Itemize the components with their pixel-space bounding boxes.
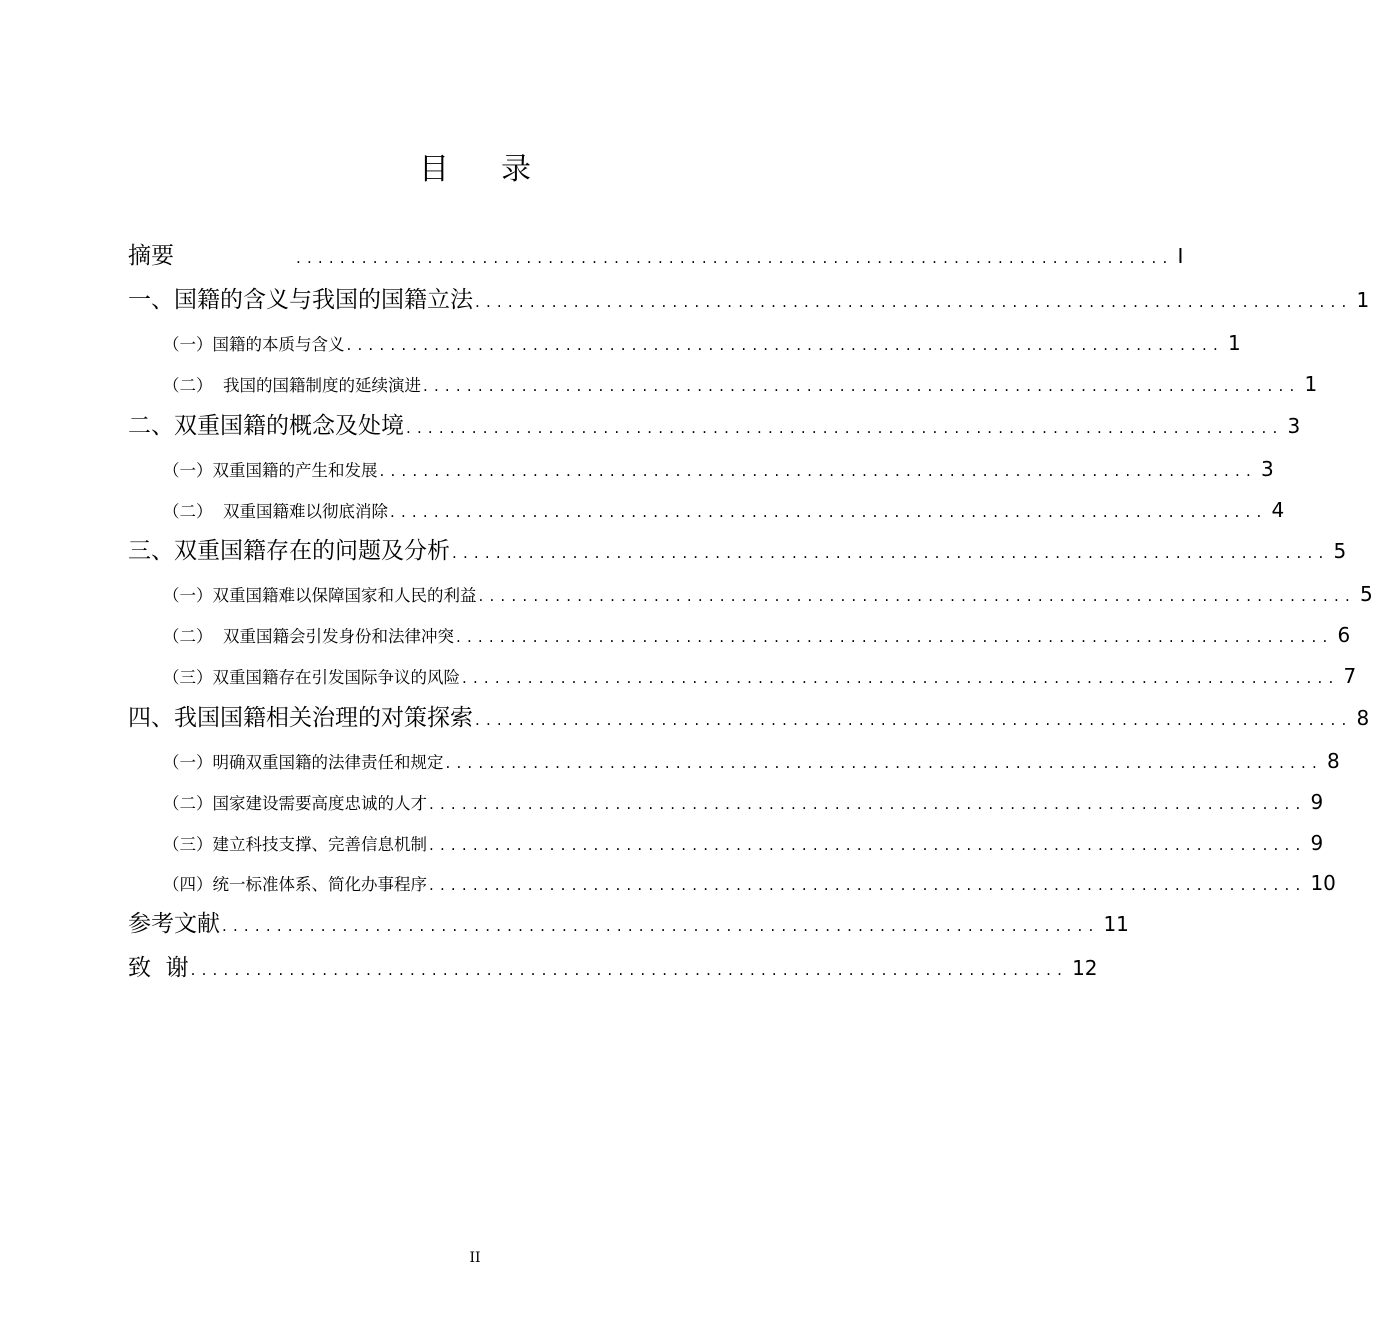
toc-leader-dots: ................................................................................ bbox=[346, 336, 1224, 354]
toc-entry-label: 参考文献 bbox=[128, 911, 220, 937]
toc-entry-label: （二） 双重国籍会引发身份和法律冲突 bbox=[163, 627, 454, 646]
toc-entry-label: （一）国籍的本质与含义 bbox=[163, 335, 345, 354]
toc-entry-page: 1 bbox=[1304, 372, 1318, 396]
toc-leader-dots: ................................................................................ bbox=[462, 669, 1340, 687]
toc-leader-dots: ................................................................................ bbox=[452, 544, 1330, 562]
toc-leader-dots: ................................................................................ bbox=[296, 249, 1174, 267]
toc-entry[interactable] bbox=[128, 952, 1098, 986]
toc-entry-page: 6 bbox=[1337, 623, 1351, 647]
toc-entry-page: 1 bbox=[1227, 331, 1241, 355]
footer-page-number: II bbox=[469, 1250, 481, 1266]
toc-entry[interactable] bbox=[128, 702, 1370, 736]
toc-entry-label: 一、国籍的含义与我国的国籍立法 bbox=[128, 287, 473, 313]
toc-leader-dots: ................................................................................ bbox=[423, 377, 1301, 395]
toc-leader-dots: ................................................................................ bbox=[429, 836, 1307, 854]
toc-entry-label: 摘要 bbox=[128, 243, 174, 269]
page-title: 目录 bbox=[419, 152, 583, 187]
toc-entry-label: （三）建立科技支撑、完善信息机制 bbox=[163, 835, 427, 854]
toc-entry-page: 3 bbox=[1260, 457, 1274, 481]
toc-entry[interactable] bbox=[128, 410, 1301, 444]
toc-entry-page: 10 bbox=[1310, 871, 1336, 895]
toc-leader-dots: ................................................................................ bbox=[222, 917, 1100, 935]
toc-entry[interactable] bbox=[163, 456, 1274, 484]
toc-entry-label: （二）国家建设需要高度忠诚的人才 bbox=[163, 794, 427, 813]
toc-entry[interactable] bbox=[163, 789, 1324, 817]
toc-leader-dots: ................................................................................ bbox=[478, 587, 1356, 605]
toc-entry-page: 8 bbox=[1326, 749, 1340, 773]
toc-entry-label: （一）双重国籍难以保障国家和人民的利益 bbox=[163, 586, 477, 605]
toc-leader-dots: ................................................................................ bbox=[379, 462, 1257, 480]
toc-entry-label: （一）明确双重国籍的法律责任和规定 bbox=[163, 753, 444, 772]
toc-entry[interactable] bbox=[163, 581, 1373, 609]
toc-entry[interactable] bbox=[163, 663, 1357, 691]
toc-entry[interactable] bbox=[163, 497, 1285, 525]
toc-entry[interactable] bbox=[163, 330, 1241, 358]
toc-entry-label: 三、双重国籍存在的问题及分析 bbox=[128, 538, 450, 564]
toc-entry-page: 7 bbox=[1343, 664, 1357, 688]
toc-entry[interactable] bbox=[163, 622, 1351, 650]
toc-entry-page: 4 bbox=[1271, 498, 1285, 522]
toc-entry[interactable] bbox=[163, 748, 1340, 776]
toc-entry[interactable] bbox=[128, 284, 1370, 318]
toc-leader-dots: ................................................................................ bbox=[406, 419, 1284, 437]
toc-entry-page: 9 bbox=[1310, 790, 1324, 814]
toc-leader-dots: ................................................................................ bbox=[445, 754, 1323, 772]
toc-leader-dots: ................................................................................ bbox=[390, 503, 1268, 521]
toc-entry-page: 8 bbox=[1356, 706, 1370, 730]
toc-entry[interactable] bbox=[128, 535, 1347, 569]
toc-leader-dots: ................................................................................ bbox=[456, 628, 1334, 646]
toc-entry-page: 1 bbox=[1356, 288, 1370, 312]
toc-entry[interactable] bbox=[163, 830, 1324, 858]
toc-entry[interactable] bbox=[128, 240, 1184, 274]
toc-entry-page: 9 bbox=[1310, 831, 1324, 855]
toc-entry-label: 四、我国国籍相关治理的对策探索 bbox=[128, 705, 473, 731]
toc-entry-label: 致 谢 bbox=[128, 955, 189, 981]
toc-entry-page: 5 bbox=[1359, 582, 1373, 606]
toc-leader-dots: ................................................................................ bbox=[429, 876, 1307, 894]
toc-entry[interactable] bbox=[128, 908, 1129, 942]
toc-entry-page: I bbox=[1177, 244, 1184, 268]
toc-entry-page: 3 bbox=[1287, 414, 1301, 438]
toc-entry-label: （二） 双重国籍难以彻底消除 bbox=[163, 502, 388, 521]
toc-leader-dots: ................................................................................ bbox=[475, 293, 1353, 311]
toc-entry[interactable] bbox=[163, 870, 1336, 898]
toc-entry-label: 二、双重国籍的概念及处境 bbox=[128, 413, 404, 439]
toc-leader-dots: ................................................................................ bbox=[190, 961, 1069, 979]
toc-entry-label: （二） 我国的国籍制度的延续演进 bbox=[163, 376, 421, 395]
toc-entry-page: 5 bbox=[1333, 539, 1347, 563]
toc-entry-label: （四）统一标准体系、简化办事程序 bbox=[163, 875, 427, 894]
toc-entry-page: 12 bbox=[1072, 956, 1098, 980]
toc-entry[interactable] bbox=[163, 371, 1318, 399]
toc-entry-page: 11 bbox=[1103, 912, 1129, 936]
toc-entry-label: （三）双重国籍存在引发国际争议的风险 bbox=[163, 668, 460, 687]
toc-leader-dots: ................................................................................ bbox=[475, 711, 1353, 729]
toc-leader-dots: ................................................................................ bbox=[429, 795, 1307, 813]
toc-entry-label: （一）双重国籍的产生和发展 bbox=[163, 461, 378, 480]
